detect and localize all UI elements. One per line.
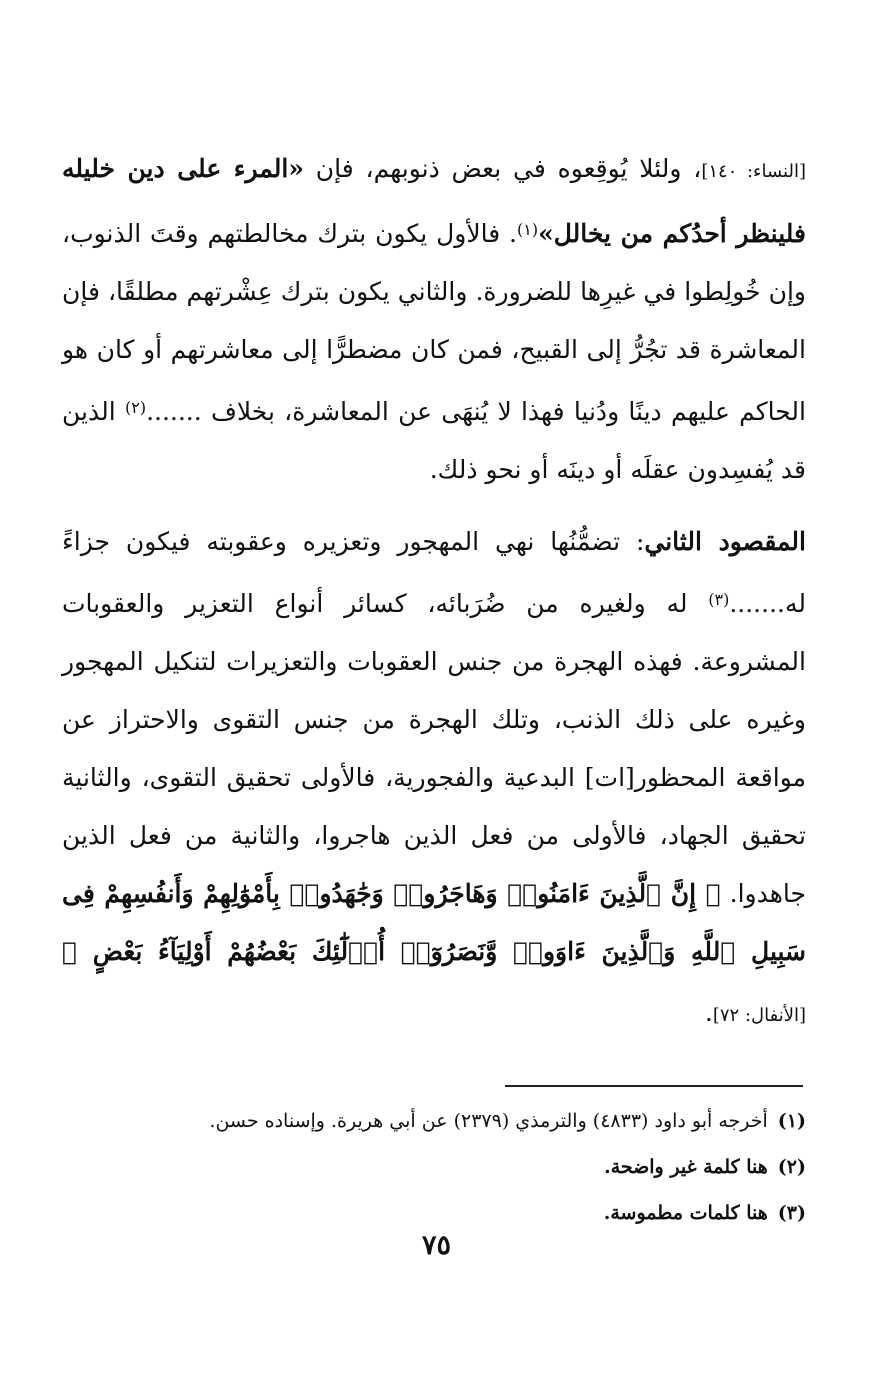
citation-anfal: [الأنفال: ٧٢] (712, 1005, 806, 1026)
footnote-number: (٢) (777, 1156, 806, 1178)
text-segment: . (704, 998, 713, 1027)
paragraph-2 (62, 513, 806, 1045)
text-segment: . فالأول يكون بترك مخالطتهم وقتَ الذنوب، وإن خُولِطوا في غيرِها للضرورة. والثاني يكون بترك عِشْرتهم مطلقًا، فإن المعاشرة قد تجُرُّ إلى القبيح، فمن كان مضطرًّا إلى معاشرتهم أو كان هو الحاكم عليهم دينًا ودُنيا فهذا لا يُنهَى عن المعاشرة، بخلاف ....... (62, 219, 806, 426)
paragraph-1 (62, 140, 806, 499)
page-number: ٧٥ (421, 1230, 451, 1261)
section-heading: المقصود الثاني (644, 527, 806, 556)
footnotes (62, 1098, 806, 1236)
footnote-text: هنا كلمة غير واضحة. (604, 1156, 768, 1178)
footnote-number: (١) (777, 1110, 806, 1132)
text-segment: ، ولئلا يُوقِعوه في بعض ذنوبهم، فإن (304, 154, 702, 183)
text-segment: له ولغيره من ضُرَبائه، كسائر أنواع التعزير والعقوبات المشروعة. فهذه الهجرة من جنس العقوبات والتعزيرات لتنكيل المهجور وغيره على ذلك الذنب، وتلك الهجرة من جنس التقوى والاحتراز عن مواقعة المحظور[ات] البدعية والفجورية، فالأولى تحقيق التقوى، والثانية تحقيق الجهاد، فالأولى من فعل الذين هاجروا، والثانية من فعل الذين جاهدوا. (62, 589, 806, 908)
main-text (62, 140, 806, 1045)
hadith-quote: «المرء على دين خليله فلينظر أحدُكم من يخالل» (62, 154, 806, 248)
footnote-ref-1[interactable]: (١) (516, 220, 539, 239)
footnote-text: هنا كلمات مطموسة. (603, 1202, 768, 1224)
text-segment: الذين قد يُفسِدون عقلَه أو دينَه أو نحو ذلك. (62, 397, 806, 484)
text-segment: : تضمُّنُها نهي المهجور وتعزيره وعقوبته فيكون جزاءً له....... (62, 527, 806, 618)
footnote-ref-3[interactable]: (٣) (708, 590, 730, 609)
footnote-number: (٣) (777, 1202, 806, 1224)
citation-nisa: [النساء: ١٤٠] (701, 161, 806, 182)
footnote-divider (505, 1085, 803, 1087)
footnote-1 (62, 1098, 806, 1144)
footnote-ref-2[interactable]: (٢) (124, 398, 147, 417)
quran-verse: ﴿ إِنَّ ٱلَّذِينَ ءَامَنُوا۟ وَهَاجَرُوا۟ وَجَٰهَدُوا۟ بِأَمْوَٰلِهِمْ وَأَنفُسِهِمْ فِى سَبِيلِ ٱللَّهِ وَٱلَّذِينَ ءَاوَوا۟ وَّنَصَرُوٓا۟ أُو۟لَٰٓئِكَ بَعْضُهُمْ أَوْلِيَآءُ بَعْضٍ ﴾ (62, 879, 806, 966)
footnote-text: أخرجه أبو داود (٤٨٣٣) والترمذي (٢٣٧٩) عن أبي هريرة. وإسناده حسن. (209, 1110, 768, 1132)
footnote-2 (62, 1144, 806, 1190)
